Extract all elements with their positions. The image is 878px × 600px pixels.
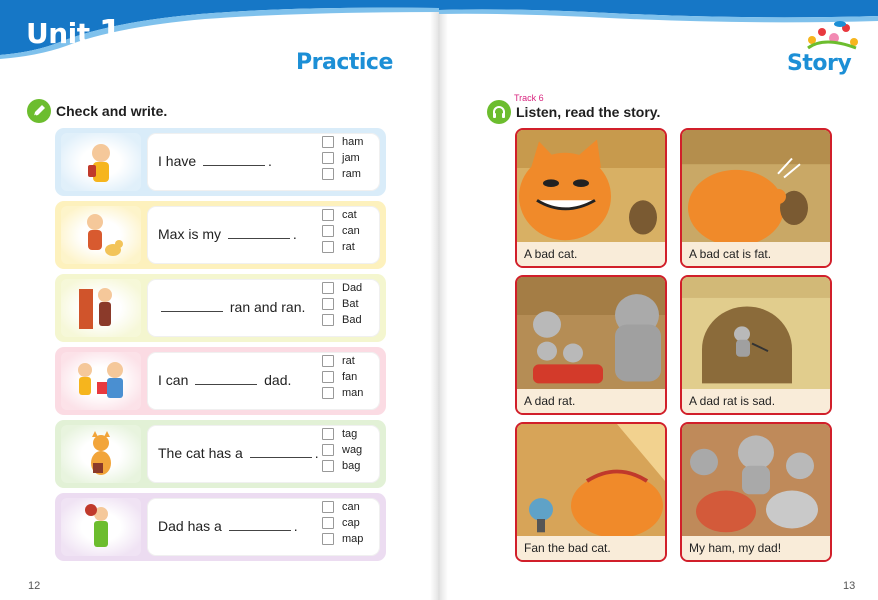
answer-option[interactable] xyxy=(322,369,363,385)
answer-options xyxy=(322,280,362,328)
sentence-end: . xyxy=(314,445,319,461)
option-label: cat xyxy=(342,209,357,221)
option-label: ham xyxy=(342,136,364,148)
checkbox[interactable] xyxy=(322,225,334,237)
option-label: Bad xyxy=(342,314,362,326)
checkbox[interactable] xyxy=(322,136,334,148)
story-panel xyxy=(680,275,832,415)
checkbox[interactable] xyxy=(322,501,334,513)
write-blank[interactable] xyxy=(161,300,223,312)
checkbox[interactable] xyxy=(322,387,334,399)
practice-instruction xyxy=(27,99,167,123)
story-illustration xyxy=(682,424,830,543)
page-number-right: 13 xyxy=(843,580,856,592)
answer-option[interactable] xyxy=(322,385,363,401)
practice-row xyxy=(55,201,386,269)
story-caption: A bad cat is fat. xyxy=(682,242,830,266)
checkbox[interactable] xyxy=(322,241,334,253)
practice-row xyxy=(55,128,386,196)
option-label: bag xyxy=(342,460,361,472)
write-blank[interactable] xyxy=(250,446,312,458)
checkbox[interactable] xyxy=(322,168,334,180)
option-label: Bat xyxy=(342,298,359,310)
answer-option[interactable] xyxy=(322,296,362,312)
story-caption: A dad rat. xyxy=(517,389,665,413)
story-panel xyxy=(680,128,832,268)
story-illustration xyxy=(517,424,665,543)
answer-option[interactable] xyxy=(322,207,360,223)
sentence-start: The cat has a xyxy=(158,445,243,461)
answer-options xyxy=(322,353,363,401)
sentence-end: dad. xyxy=(260,372,292,388)
story-caption: A dad rat is sad. xyxy=(682,389,830,413)
option-label: can xyxy=(342,501,360,513)
sentence-start: Dad has a xyxy=(158,518,222,534)
sentence-start: Max is my xyxy=(158,226,221,242)
option-label: rat xyxy=(342,241,355,253)
answer-option[interactable] xyxy=(322,442,362,458)
sentence xyxy=(158,372,291,388)
answer-option[interactable] xyxy=(322,515,363,531)
sentence-card xyxy=(147,133,380,191)
answer-option[interactable] xyxy=(322,150,363,166)
practice-row xyxy=(55,493,386,561)
answer-option[interactable] xyxy=(322,166,363,182)
checkbox[interactable] xyxy=(322,152,334,164)
option-label: Dad xyxy=(342,282,363,294)
page-number-left: 12 xyxy=(28,580,41,592)
sentence-card xyxy=(147,352,380,410)
write-blank[interactable] xyxy=(229,519,291,531)
sentence-card xyxy=(147,206,380,264)
option-label: cap xyxy=(342,517,360,529)
practice-row xyxy=(55,347,386,415)
practice-illustration xyxy=(61,352,141,410)
answer-option[interactable] xyxy=(322,239,360,255)
story-caption: Fan the bad cat. xyxy=(517,536,665,560)
option-label: fan xyxy=(342,371,358,383)
sentence xyxy=(158,299,305,315)
practice-illustration xyxy=(61,206,141,264)
checkbox[interactable] xyxy=(322,460,334,472)
story-illustration xyxy=(682,130,830,249)
practice-illustration xyxy=(61,279,141,337)
sentence xyxy=(158,226,297,242)
checkbox[interactable] xyxy=(322,444,334,456)
sentence-start: I can xyxy=(158,372,189,388)
checkbox[interactable] xyxy=(322,282,334,294)
page-gutter xyxy=(430,0,448,600)
answer-option[interactable] xyxy=(322,134,363,150)
sentence-start: I have xyxy=(158,153,197,169)
answer-options xyxy=(322,134,363,182)
checkbox[interactable] xyxy=(322,428,334,440)
answer-option[interactable] xyxy=(322,312,362,328)
option-label: jam xyxy=(342,152,360,164)
story-panel xyxy=(515,422,667,562)
practice-illustration xyxy=(61,133,141,191)
practice-row xyxy=(55,274,386,342)
checkbox[interactable] xyxy=(322,371,334,383)
headphones-icon xyxy=(487,100,511,124)
pencil-icon xyxy=(27,99,51,123)
write-blank[interactable] xyxy=(203,154,265,166)
option-label: wag xyxy=(342,444,363,456)
practice-instruction-text: Check and write. xyxy=(56,103,168,119)
sentence-end: ran and ran. xyxy=(226,299,306,315)
answer-option[interactable] xyxy=(322,499,363,515)
practice-illustration xyxy=(61,425,141,483)
sentence xyxy=(158,518,298,534)
sentence-end: . xyxy=(268,153,272,169)
story-caption: A bad cat. xyxy=(517,242,665,266)
answer-option[interactable] xyxy=(322,426,362,442)
sentence-card xyxy=(147,498,380,556)
answer-option[interactable] xyxy=(322,280,362,296)
sentence xyxy=(158,445,319,461)
answer-option[interactable] xyxy=(322,223,360,239)
checkbox[interactable] xyxy=(322,533,334,545)
option-label: rat xyxy=(342,355,355,367)
practice-illustration xyxy=(61,498,141,556)
story-panel xyxy=(515,128,667,268)
story-illustration xyxy=(682,277,830,396)
track-label: Track 6 xyxy=(514,93,544,103)
checkbox[interactable] xyxy=(322,209,334,221)
answer-options xyxy=(322,499,363,547)
answer-option[interactable] xyxy=(322,353,363,369)
checkbox[interactable] xyxy=(322,355,334,367)
answer-option[interactable] xyxy=(322,531,363,547)
write-blank[interactable] xyxy=(228,227,290,239)
option-label: tag xyxy=(342,428,358,440)
sentence xyxy=(158,153,272,169)
sentence-card xyxy=(147,279,380,337)
sentence-card xyxy=(147,425,380,483)
story-instruction-text: Listen, read the story. xyxy=(516,104,661,120)
write-blank[interactable] xyxy=(195,373,257,385)
story-panel xyxy=(680,422,832,562)
answer-options xyxy=(322,426,362,474)
practice-row xyxy=(55,420,386,488)
unit-number: 1 xyxy=(98,12,122,51)
answer-options xyxy=(322,207,360,255)
story-illustration xyxy=(517,277,665,396)
answer-option[interactable] xyxy=(322,458,362,474)
unit-word: Unit xyxy=(26,17,90,50)
checkbox[interactable] xyxy=(322,517,334,529)
practice-title: Practice xyxy=(296,50,393,75)
story-illustration xyxy=(517,130,665,249)
story-caption: My ham, my dad! xyxy=(682,536,830,560)
option-label: ram xyxy=(342,168,361,180)
story-instruction xyxy=(487,100,660,124)
checkbox[interactable] xyxy=(322,298,334,310)
checkbox[interactable] xyxy=(322,314,334,326)
story-title: Story xyxy=(787,51,852,76)
sentence-end: . xyxy=(293,518,298,534)
flower-bird-decoration-icon xyxy=(804,18,860,52)
unit-title xyxy=(26,12,121,51)
option-label: can xyxy=(342,225,360,237)
option-label: map xyxy=(342,533,364,545)
option-label: man xyxy=(342,387,364,399)
sentence-end: . xyxy=(292,226,297,242)
story-panel xyxy=(515,275,667,415)
